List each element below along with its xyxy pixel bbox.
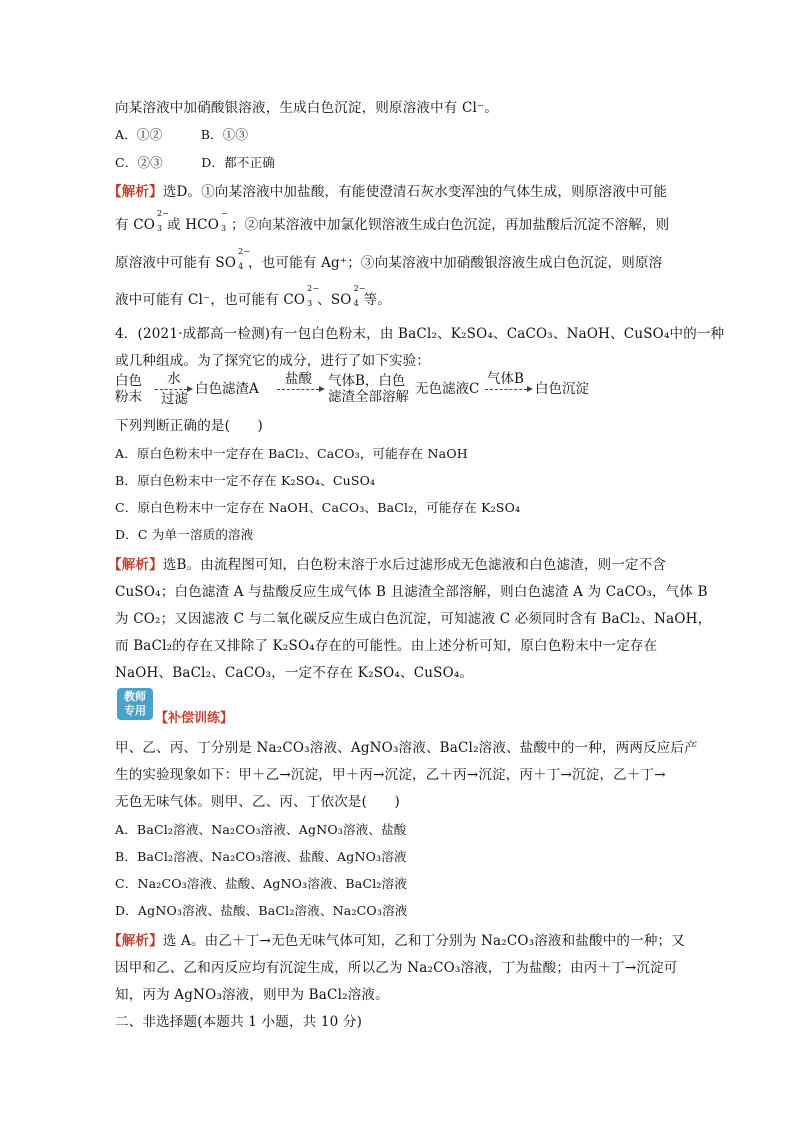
analysis-text: 选B。由流程图可知，白色粉末溶于水后过滤形成无色滤液和白色滤渣，则一定不含	[162, 557, 667, 573]
analysis-line	[115, 283, 391, 308]
option-d: D．AgNO₃溶液、盐酸、BaCl₂溶液、Na₂CO₃溶液	[115, 903, 408, 918]
teacher-only-badge	[117, 688, 153, 720]
statement-line: 向某溶液中加硝酸银溶液，生成白色沉淀，则原溶液中有 Cl⁻。	[115, 100, 499, 116]
analysis-text: 、SO	[317, 292, 352, 308]
flow-arrow2-label: 盐酸	[285, 371, 312, 387]
option-row-2	[115, 153, 275, 171]
flow-step-2-top: 气体B，白色	[328, 373, 406, 389]
question-stem: 生的实验现象如下：甲＋乙→沉淀，甲＋丙→沉淀，乙＋丙→沉淀，丙＋丁→沉淀，乙＋丁→	[115, 767, 666, 783]
question-stem: 4．(2021·成都高一检测)有一包白色粉末，由 BaCl₂、K₂SO₄、CaCO₃、NaOH、CuSO₄中的一种	[115, 326, 725, 342]
flow-start-bottom: 粉末	[115, 389, 142, 405]
analysis-line	[108, 929, 685, 949]
question-stem: 甲、乙、丙、丁分别是 Na₂CO₃溶液、AgNO₃溶液、BaCl₂溶液、盐酸中的一种，两两反应后产	[115, 740, 698, 756]
analysis-text: ，也可能有 Ag⁺；③向某溶液中加硝酸银溶液生成白色沉淀，则原溶	[248, 255, 663, 271]
analysis-line: NaOH、BaCl₂、CaCO₃，一定不存在 K₂SO₄、CuSO₄。	[115, 665, 474, 681]
analysis-line	[108, 553, 666, 573]
analysis-line	[108, 180, 667, 200]
ion-charge: 2− 4	[238, 246, 251, 271]
flow-arrow-2	[277, 389, 319, 390]
analysis-text: 等。	[363, 292, 391, 308]
badge-text-top: 教师	[124, 690, 146, 703]
badge-text-bottom: 专用	[124, 704, 146, 717]
flow-step-1: 白色滤渣A	[195, 381, 259, 397]
flow-step-4: 白色沉淀	[535, 381, 589, 397]
option-b: B．BaCl₂溶液、Na₂CO₃溶液、盐酸、AgNO₃溶液	[115, 849, 407, 864]
analysis-line: 因甲和乙、乙和丙反应均有沉淀生成，所以乙为 Na₂CO₃溶液，丁为盐酸；由丙＋丁→沉淀可	[115, 960, 678, 976]
option-d: D．C 为单一溶质的溶液	[115, 527, 254, 542]
question-stem: 或几种组成。为了探究它的成分，进行了如下实验：	[115, 353, 431, 369]
option-c: C．Na₂CO₃溶液、盐酸、AgNO₃溶液、BaCl₂溶液	[115, 876, 408, 891]
question-stem: 无色无味气体。则甲、乙、丙、丁依次是( )	[115, 794, 400, 810]
ion-charge: − 3	[220, 208, 228, 233]
analysis-tag: 【解析】	[108, 933, 163, 949]
ion-charge: 2− 3	[157, 208, 170, 233]
analysis-text: 选D。①向某溶液中加盐酸，有能使澄清石灰水变浑浊的气体生成，则原溶液中可能	[162, 184, 668, 200]
option-c: C．②③	[115, 155, 163, 170]
option-c: C．原白色粉末中一定存在 NaOH、CaCO₃、BaCl₂，可能存在 K₂SO₄	[115, 500, 521, 515]
ion-charge: 2− 3	[307, 283, 320, 308]
flow-arrow3-label: 气体B	[487, 371, 524, 387]
flow-start-top: 白色	[115, 373, 142, 389]
section-label: 【补偿训练】	[155, 711, 234, 726]
option-a: A．原白色粉末中一定存在 BaCl₂、CaCO₃，可能存在 NaOH	[115, 446, 468, 461]
question-prompt: 下列判断正确的是( )	[115, 418, 263, 434]
analysis-line: 而 BaCl₂的存在又排除了 K₂SO₄存在的可能性。由上述分析可知，原白色粉末中一定存在	[115, 638, 658, 654]
arrowhead-icon	[319, 386, 325, 392]
analysis-line: 知，丙为 AgNO₃溶液，则甲为 BaCl₂溶液。	[115, 987, 389, 1003]
analysis-tag: 【解析】	[108, 557, 163, 573]
analysis-text: 液中可能有 Cl⁻，也可能有 CO	[115, 292, 306, 308]
section-heading: 二、非选择题(本题共 1 小题，共 10 分)	[115, 1014, 363, 1030]
analysis-text: ；②向某溶液中加氯化钡溶液生成白色沉淀，再加盐酸后沉淀不溶解，则	[230, 217, 670, 233]
analysis-text: 或 HCO	[167, 217, 219, 233]
analysis-text: 选 A。由乙＋丁→无色无味气体可知，乙和丁分别为 Na₂CO₃溶液和盐酸中的一种；又	[162, 933, 685, 949]
analysis-text: 原溶液中可能有 SO	[115, 255, 237, 271]
analysis-line: CuSO₄；白色滤渣 A 与盐酸反应生成气体 B 且滤渣全部溶解，则白色滤渣 A 为 CaCO₃，气体 B	[115, 584, 708, 600]
flow-arrow1-label-bottom: 过滤	[161, 391, 188, 407]
flow-arrow1-label-top: 水	[167, 371, 181, 387]
analysis-line	[115, 208, 670, 233]
option-a: A．BaCl₂溶液、Na₂CO₃溶液、AgNO₃溶液、盐酸	[115, 822, 407, 837]
flow-arrow-1	[155, 389, 187, 390]
arrowhead-icon	[527, 386, 533, 392]
flow-step-2-bottom: 滤渣全部溶解	[328, 389, 409, 405]
flow-step-3: 无色滤液C	[415, 381, 480, 397]
analysis-line	[115, 246, 663, 271]
option-b: B．①③	[200, 127, 249, 142]
experiment-flow-diagram	[115, 371, 675, 411]
analysis-tag: 【解析】	[108, 184, 163, 200]
ion-charge: 2− 4	[353, 283, 366, 308]
option-b: B．原白色粉末中一定不存在 K₂SO₄、CuSO₄	[115, 473, 376, 488]
analysis-text: 有 CO	[115, 217, 155, 233]
option-d: D．都不正确	[201, 155, 275, 170]
flow-arrow-3	[485, 389, 527, 390]
option-row-1	[115, 125, 248, 143]
option-a: A．①②	[115, 127, 163, 142]
analysis-line: 为 CO₂；又因滤液 C 与二氧化碳反应生成白色沉淀，可知滤液 C 必须同时含有 BaCl₂、NaOH，	[115, 611, 712, 627]
